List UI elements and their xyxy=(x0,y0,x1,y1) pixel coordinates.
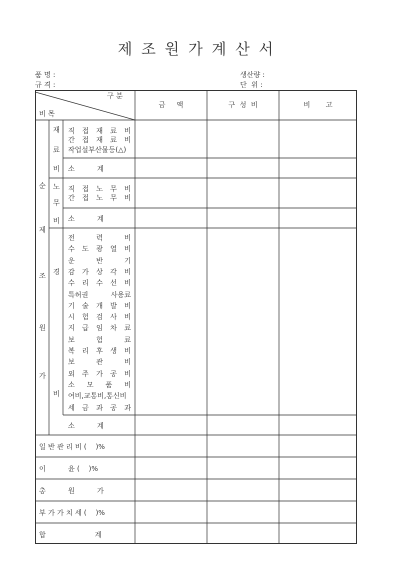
labor-char-3: 비 xyxy=(53,217,60,225)
header-ratio: 구 성 비 xyxy=(228,101,258,109)
net-cost-char-4: 원 xyxy=(39,324,46,332)
spec-label: 규 격 : xyxy=(35,81,56,89)
labor-item: 간 접 노 무 비 xyxy=(68,194,131,202)
profit-label: 이 윤 ( )% xyxy=(39,465,99,473)
expense-item: 외 주 가 공 비 xyxy=(68,369,131,378)
general-admin-cost-label: 일 반 관 리 비 ( )% xyxy=(39,443,105,451)
labor-item: 직 접 노 무 비 xyxy=(68,185,131,193)
unit-label: 단 위 : xyxy=(240,81,263,89)
document-title: 제조원가계산서 xyxy=(117,40,283,58)
header-category: 구 분 xyxy=(107,92,123,100)
production-qty-label: 생산량 : xyxy=(240,71,265,79)
header-amount: 금 액 xyxy=(158,101,184,109)
expense-item: 보 관 비 xyxy=(68,358,131,367)
vat-label: 부 가 가 치 세 ( )% xyxy=(39,509,105,517)
material-char-3: 비 xyxy=(53,165,60,173)
material-item: 작업설부산물등(△) xyxy=(68,146,127,154)
net-cost-char-5: 가 xyxy=(39,372,46,380)
material-item: 간 접 재 료 비 xyxy=(68,136,131,144)
expense-item: 감 가 상 각 비 xyxy=(68,267,131,276)
cost-statement-table xyxy=(35,90,358,545)
expense-item: 소 모 품 비 xyxy=(68,380,131,389)
header-item: 비 목 xyxy=(39,110,55,118)
labor-char-1: 노 xyxy=(53,183,60,191)
expense-item: 복 리 후 생 비 xyxy=(68,347,131,355)
net-cost-char-1: 순 xyxy=(39,182,46,190)
material-item: 직 접 재 료 비 xyxy=(68,127,131,135)
material-char-1: 재 xyxy=(53,126,60,134)
expense-item: 특허권 사용료 xyxy=(68,290,131,299)
total-cost-label: 총 원 가 xyxy=(39,487,104,495)
expense-item: 시 험 검 사 비 xyxy=(68,313,131,322)
net-cost-char-2: 제 xyxy=(39,226,46,234)
expense-item: 전 력 비 xyxy=(68,234,131,242)
expense-char-1: 경 xyxy=(53,268,60,276)
expense-item: 세 금 과 공 과 xyxy=(68,403,131,412)
expense-item: 수 도 광 열 비 xyxy=(68,245,131,254)
expense-item: 수 리 수 선 비 xyxy=(68,279,131,288)
header-remarks: 비 고 xyxy=(303,101,333,109)
labor-subtotal: 소 계 xyxy=(68,215,104,223)
material-subtotal: 소 계 xyxy=(68,165,104,173)
net-cost-char-3: 조 xyxy=(39,272,46,280)
expense-item: 운 반 기 xyxy=(68,256,131,265)
expense-item: 보 험 료 xyxy=(68,335,131,344)
labor-char-2: 무 xyxy=(53,199,60,207)
expense-item: 지 급 임 차 료 xyxy=(68,324,131,333)
expense-item: 기 술 개 발 비 xyxy=(68,301,131,310)
grand-total-label: 합 계 xyxy=(39,531,102,539)
expense-item: 여비,교통비,통신비 xyxy=(68,392,127,401)
material-char-2: 료 xyxy=(53,146,60,154)
product-name-label: 품 명 : xyxy=(35,71,56,79)
expense-char-2: 비 xyxy=(53,390,60,398)
net-cost-subtotal: 소 계 xyxy=(68,422,104,430)
